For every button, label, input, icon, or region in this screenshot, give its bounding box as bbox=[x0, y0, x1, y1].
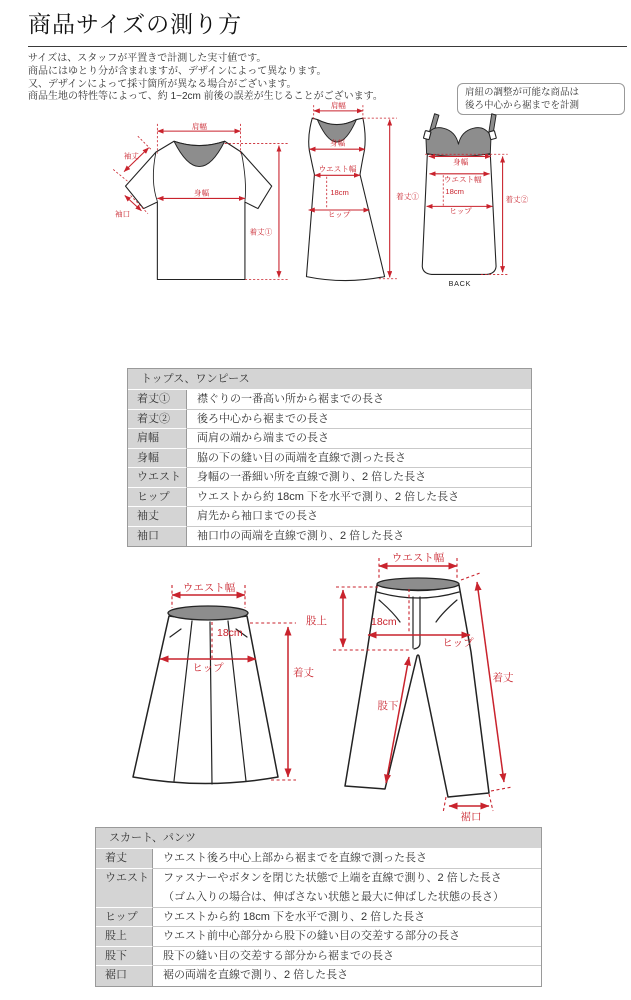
size-desc: 裾の両端を直線で測り、2 倍した長さ bbox=[163, 969, 349, 981]
intro-line: 商品にはゆとり分が含まれますが、デザインによって異なります。 bbox=[28, 65, 327, 77]
pants-inseam-label: 股下 bbox=[377, 700, 399, 712]
pants-hip-label: ヒップ bbox=[442, 637, 474, 649]
pants-waist-width-label: ウエスト幅 bbox=[391, 552, 445, 564]
dress-body-width-label: 身幅 bbox=[329, 138, 346, 148]
tshirt-diagram bbox=[113, 121, 287, 280]
dress-outline bbox=[306, 118, 384, 280]
tshirt-shoulder-width-label: 肩幅 bbox=[191, 121, 207, 131]
camisole-length2-label: 着丈② bbox=[505, 195, 529, 205]
skirt-18cm-label: 18cm bbox=[217, 627, 243, 639]
size-desc: 股下の縫い目の交差する部分から裾までの長さ bbox=[153, 947, 541, 967]
size-term: 股上 bbox=[96, 927, 153, 947]
strap-note-line: 肩紐の調整が可能な商品は bbox=[465, 87, 580, 98]
strap-adjuster bbox=[489, 130, 497, 139]
pants-18cm-label: 18cm bbox=[371, 616, 397, 628]
size-desc: 両肩の端から端までの長さ bbox=[187, 429, 531, 449]
size-desc-line: （ゴム入りの場合は、伸ばさない状態と最大に伸ばした状態の長さ） bbox=[163, 891, 504, 903]
tshirt-length1-label: 着丈① bbox=[249, 227, 273, 237]
dress-18cm-label: 18cm bbox=[330, 187, 349, 197]
size-desc: 襟ぐりの一番高い所から裾までの長さ bbox=[187, 390, 531, 410]
dress-diagram bbox=[306, 100, 419, 281]
size-term: ウエスト bbox=[96, 869, 153, 908]
tops-diagram-canvas bbox=[0, 100, 631, 362]
page-title: 商品サイズの測り方 bbox=[28, 11, 243, 37]
camisole-bra-fill bbox=[426, 128, 491, 157]
tops-table-header: トップス、ワンピース bbox=[128, 369, 531, 390]
camisole-waist-width-label: ウエスト幅 bbox=[443, 174, 482, 184]
size-term: 着丈① bbox=[128, 390, 187, 410]
tops-size-table bbox=[127, 368, 532, 547]
dress-length1-label: 着丈① bbox=[396, 192, 419, 202]
size-term: ヒップ bbox=[128, 488, 187, 508]
size-desc: 脇の下の縫い目の両端を直線で測った長さ bbox=[187, 449, 531, 469]
tops-diagrams bbox=[0, 100, 631, 362]
skirt-outline bbox=[133, 616, 278, 784]
size-term: 裾口 bbox=[96, 966, 153, 986]
size-term: ウエスト bbox=[128, 468, 187, 488]
tshirt-sleeve-length-label: 袖丈 bbox=[123, 151, 139, 161]
dress-waist-width-label: ウエスト幅 bbox=[318, 164, 357, 174]
bottoms-diagrams bbox=[0, 550, 631, 825]
skirt-hip-label: ヒップ bbox=[192, 662, 224, 674]
size-term: ヒップ bbox=[96, 908, 153, 928]
size-desc: ウエスト前中心部分から股下の縫い目の交差する部分の長さ bbox=[153, 927, 541, 947]
size-term: 袖口 bbox=[128, 527, 187, 547]
size-term: 股下 bbox=[96, 947, 153, 967]
bottoms-size-table bbox=[95, 827, 542, 987]
size-term: 袖丈 bbox=[128, 507, 187, 527]
size-desc: 袖口巾の両端を直線で測り、2 倍した長さ bbox=[197, 529, 405, 542]
size-desc: 後ろ中心から裾までの長さ bbox=[187, 410, 531, 430]
bottoms-diagram-canvas bbox=[0, 550, 631, 825]
size-term: 身幅 bbox=[128, 449, 187, 469]
size-desc: 肩先から袖口までの長さ bbox=[187, 507, 531, 527]
pants-length-label: 着丈 bbox=[492, 672, 514, 684]
skirt-waistband-fill bbox=[168, 606, 248, 620]
intro-line: 商品生地の特性等によって、約 1~2cm 前後の誤差が生じることがございます。 bbox=[28, 91, 383, 103]
camisole-back-label: BACK bbox=[448, 279, 472, 289]
camisole-18cm-label: 18cm bbox=[445, 187, 464, 197]
camisole-diagram bbox=[422, 114, 528, 288]
pants-diagram bbox=[306, 551, 514, 823]
intro-line: 又、デザインによって採寸箇所が異なる場合がございます。 bbox=[28, 78, 297, 90]
skirt-waist-width-label: ウエスト幅 bbox=[182, 582, 236, 594]
pants-waistband-fill bbox=[377, 578, 459, 590]
pants-hem-width-label: 裾口 bbox=[460, 811, 482, 823]
dress-hip-label: ヒップ bbox=[327, 210, 351, 220]
size-desc: ウエストから約 18cm 下を水平で測り、2 倍した長さ bbox=[187, 488, 531, 508]
camisole-body-width-label: 身幅 bbox=[453, 157, 469, 167]
size-desc-line: ファスナーやボタンを閉じた状態で上端を直線で測り、2 倍した長さ bbox=[163, 871, 502, 884]
skirt-length-label: 着丈 bbox=[293, 667, 314, 679]
camisole-hip-label: ヒップ bbox=[449, 206, 472, 216]
strap-note-line: 後ろ中心から裾までを計測 bbox=[465, 100, 580, 111]
size-desc: ウエスト後ろ中心上部から裾までを直線で測った長さ bbox=[153, 849, 541, 869]
title-divider bbox=[28, 46, 627, 47]
size-term: 肩幅 bbox=[128, 429, 187, 449]
size-term: 着丈 bbox=[96, 849, 153, 869]
size-desc bbox=[153, 869, 541, 908]
dress-shoulder-width-label: 肩幅 bbox=[330, 100, 346, 110]
size-desc: 身幅の一番細い所を直線で測り、2 倍した長さ bbox=[187, 468, 531, 488]
pants-outline bbox=[345, 585, 489, 797]
tshirt-sleeve-opening-label: 袖口 bbox=[115, 209, 131, 219]
pants-rise-label: 股上 bbox=[306, 615, 327, 627]
size-desc: ウエストから約 18cm 下を水平で測り、2 倍した長さ bbox=[153, 908, 541, 928]
strap-adjuster bbox=[423, 130, 431, 139]
skirt-diagram bbox=[133, 581, 314, 784]
bottoms-table-header: スカート、パンツ bbox=[96, 828, 541, 849]
tshirt-body-width-label: 身幅 bbox=[193, 188, 210, 198]
intro-line: サイズは、スタッフが平置きで計測した実寸値です。 bbox=[28, 53, 267, 64]
size-term: 着丈② bbox=[128, 410, 187, 430]
